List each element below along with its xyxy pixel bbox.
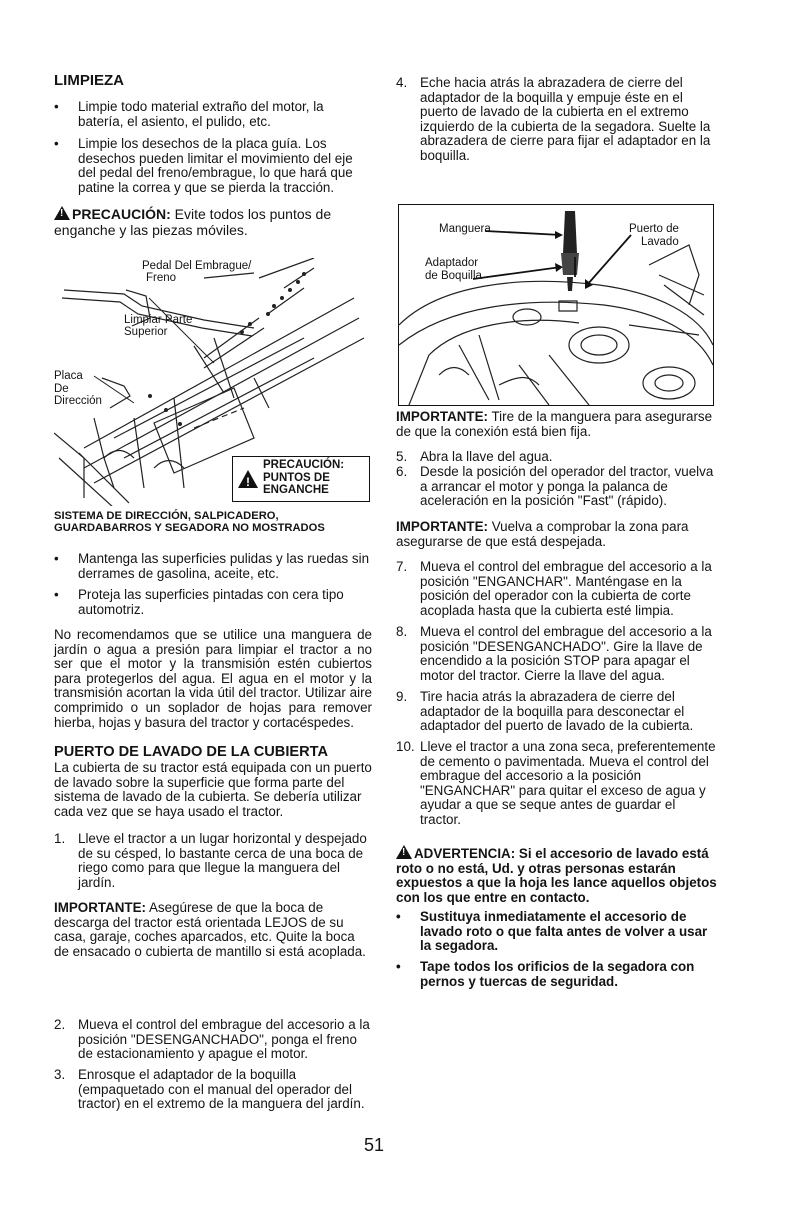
bullet-item: • Limpie todo material extraño del motor, la batería, el asiento, el pulido, etc. (54, 100, 372, 130)
paragraph-wash-port: La cubierta de su tractor está equipada con un puerto de lavado sobre la superficie que forma parte del sistema de lavado de la cubierta. Se debería utilizar cada vez que se haya usado el tractor. (54, 760, 372, 819)
step-text: Abra la llave del agua. (420, 449, 553, 464)
step-item: 7. Mueva el control del embrague del accesorio a la posición "ENGANCHAR". Manténgase en la posición del operador con la cubierta de corte acoplada hasta que la cubierta esté limpia. (396, 560, 718, 622)
step-text: Mueva el control del embrague del accesorio a la posición "DESENGANCHADO", ponga el freno de estacionamiento y apague el motor. (78, 1017, 370, 1062)
caution-pinch-box: ! PRECAUCIÓN: PUNTOS DE ENGANCHE (232, 456, 370, 502)
label-clean-top: Limpiar Parte Superior (124, 314, 193, 338)
bullet-text: Proteja las superficies pintadas con cera tipo automotriz. (78, 587, 344, 617)
bullet-text: Limpie todo material extraño del motor, la batería, el asiento, el pulido, etc. (78, 99, 324, 129)
caution-text: Evite todos los puntos de enganche y las piezas móviles. (54, 206, 332, 238)
important-note: IMPORTANTE: Tire de la manguera para asegurarse de que la conexión está bien fija. (396, 409, 713, 439)
caution-label: PRECAUCIÓN: (72, 206, 171, 222)
warning-bullet: • Sustituya inmediatamente el accesorio de lavado roto o que falta antes de volver a usar la segadora. (396, 910, 718, 956)
important-note: IMPORTANTE: Vuelva a comprobar la zona para asegurarse de que está despejada. (396, 519, 689, 549)
paragraph-hose-warning: No recomendamos que se utilice una manguera de jardín o agua a presión para limpiar el tractor a no ser que el motor y la transmisión estén cubiertos para protegerlos del agua. El agua en el motor y la transmisión acortan la vida útil del tractor. Utilizar aire comprimido o un soplador de hojas para remover hierba, hojas y basura del tractor y cortacéspedes. (54, 627, 372, 730)
label-pedal: Pedal Del Embrague/ Freno (142, 260, 252, 284)
label-hose: Manguera (439, 223, 491, 235)
warning-triangle-icon (54, 206, 70, 220)
step-text: Eche hacia atrás la abrazadera de cierre del adaptador de la boquilla y empuje éste en el puerto de lavado de la cubierta en el extremo izquierdo de la cubierta de la segadora. Suelte la abrazadera de cierre para fijar el adaptador en la boquilla. (420, 75, 711, 163)
label-steering-plate: Placa De Dirección (54, 370, 102, 407)
step-text: Mueva el control del embrague del accesorio a la posición "DESENGANCHADO". Gire la llave de encendido a la posición STOP para apagar el motor del tractor. Cierre la llave del agua. (420, 624, 712, 683)
bullet-text: Sustituya inmediatamente el accesorio de lavado roto o que falta antes de volver a usar la segadora. (420, 909, 708, 954)
page-number: 51 (364, 1135, 385, 1155)
figure-wash-port (398, 204, 714, 406)
heading-wash-port: PUERTO DE LAVADO DE LA CUBIERTA (54, 744, 329, 760)
label-nozzle-adapter: Adaptador de Boquilla (425, 257, 482, 282)
step-item: 3. Enrosque el adaptador de la boquilla (empaquetado con el manual del operador del tractor) en el extremo de la manguera del jardín. (54, 1068, 372, 1114)
step-text: Lleve el tractor a un lugar horizontal y despejado de su césped, lo bastante cerca de una boca de riego como para que llegue la manguera del jardín. (78, 831, 367, 890)
heading-limpieza: LIMPIEZA (54, 72, 124, 89)
step-item: 6. Desde la posición del operador del tractor, vuelva a arrancar el motor y ponga la palanca de aceleración en la posición "Fast" (rápido). (396, 465, 718, 511)
warning-triangle-icon (396, 845, 412, 859)
bullet-item: • Mantenga las superficies pulidas y las ruedas sin derrames de gasolina, aceite, etc. (54, 552, 372, 582)
warning-triangle-icon (237, 469, 259, 489)
step-item: 2. Mueva el control del embrague del accesorio a la posición "DESENGANCHADO", ponga el freno de estacionamiento y apague el motor. (54, 1018, 372, 1064)
step-item: 10. Lleve el tractor a una zona seca, preferentemente de cemento o pavimentada. Mueva el control del embrague del accesorio a la posición "ENGANCHAR" para quitar el exceso de agua y ayudar a que se seque antes de guardar el tractor. (396, 740, 718, 834)
step-text: Tire hacia atrás la abrazadera de cierre del adaptador de la boquilla para desconectar el adaptador del puerto de lavado de la cubierta. (420, 689, 694, 734)
step-item: 8. Mueva el control del embrague del accesorio a la posición "DESENGANCHADO". Gire la llave de encendido a la posición STOP para apagar el motor del tractor. Cierre la llave del agua. (396, 625, 718, 687)
step-item: 1. Lleve el tractor a un lugar horizontal y despejado de su césped, lo bastante cerca de una boca de riego como para que llegue la manguera del jardín. (54, 832, 372, 894)
bullet-item: • Proteja las superficies pintadas con cera tipo automotriz. (54, 588, 372, 618)
warning-bullet: • Tape todos los orificios de la segadora con pernos y tuercas de seguridad. (396, 960, 718, 992)
step-item: 4. Eche hacia atrás la abrazadera de cierre del adaptador de la boquilla y empuje éste en el puerto de lavado de la cubierta en el extremo izquierdo de la cubierta de la segadora. Suelte la abrazadera de cierre para fijar el adaptador en la boquilla. (396, 76, 718, 196)
warning-paragraph: !ADVERTENCIA: Si el accesorio de lavado está roto o no está, Ud. y otras personas estarán expuestos a que la hoja les lance aquellos objetos con los que entre en contacto. (396, 845, 718, 905)
bullet-text: Mantenga las superficies pulidas y las ruedas sin derrames de gasolina, aceite, etc. (78, 551, 370, 581)
bullet-text: Limpie los desechos de la placa guía. Los desechos pueden limitar el movimiento del eje del pedal del freno/embrague, lo que hará que patine la correa y que se pierda la tracción. (78, 136, 353, 195)
figure-caption: SISTEMA DE DIRECCIÓN, SALPICADERO, GUARDABARROS Y SEGADORA NO MOSTRADOS (54, 510, 325, 535)
caution-paragraph (54, 206, 372, 238)
step-text: Mueva el control del embrague del accesorio a la posición "ENGANCHAR". Manténgase en la posición del operador con la cubierta de corte acoplada hasta que la cubierta esté limpia. (420, 559, 712, 618)
label-wash-port: Puerto de Lavado (629, 223, 679, 248)
step-item: 5. Abra la llave del agua. (396, 450, 718, 466)
svg-text:!: ! (246, 475, 250, 489)
bullet-text: Tape todos los orificios de la segadora con pernos y tuercas de seguridad. (420, 959, 695, 989)
step-text: Lleve el tractor a una zona seca, preferentemente de cemento o pavimentada. Mueva el control del embrague del accesorio a la posición "ENGANCHAR" para quitar el exceso de agua y ayudar a que se seque antes de guardar el tractor. (420, 739, 716, 827)
important-note: IMPORTANTE: Asegúrese de que la boca de descarga del tractor está orientada LEJOS de su casa, garaje, coches aparcados, etc. Quite la boca de ensacado o cubierta de mantillo si está acoplada. (54, 900, 366, 959)
step-text: Desde la posición del operador del tractor, vuelva a arrancar el motor y ponga la palanca de aceleración en la posición "Fast" (rápido). (420, 464, 714, 509)
step-text: Enrosque el adaptador de la boquilla (empaquetado con el manual del operador del tractor) en el extremo de la manguera del jardín. (78, 1067, 365, 1112)
figure-steering-plate (54, 258, 372, 506)
step-item: 9. Tire hacia atrás la abrazadera de cierre del adaptador de la boquilla para desconectar el adaptador del puerto de lavado de la cubierta. (396, 690, 718, 736)
bullet-item: • Limpie los desechos de la placa guía. Los desechos pueden limitar el movimiento del eje del pedal del freno/embrague, lo que hará que patine la correa y que se pierda la tracción. (54, 137, 372, 199)
